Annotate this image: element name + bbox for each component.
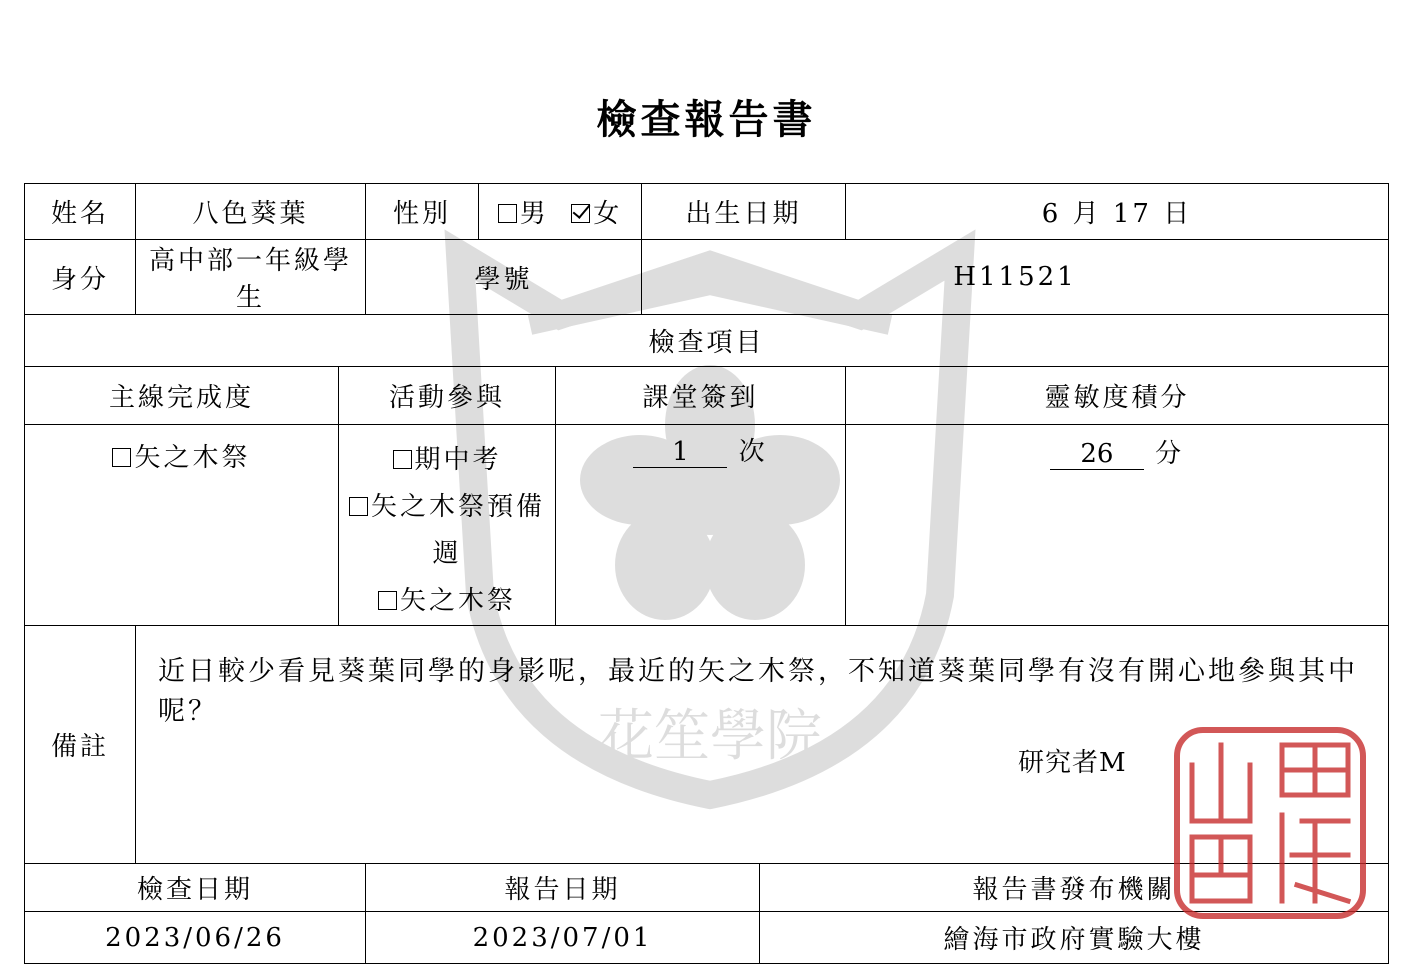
notes-label: 備註	[25, 626, 136, 864]
activity-checkbox[interactable]	[393, 450, 412, 469]
mainline-checkbox[interactable]	[112, 448, 131, 467]
official-seal-stamp	[1172, 725, 1368, 921]
male-label: 男	[519, 199, 549, 229]
student-id-label: 學號	[366, 240, 642, 315]
activity-cell	[339, 425, 556, 626]
row-check-values	[25, 425, 1389, 626]
issuer-value: 繪海市政府實驗大樓	[760, 912, 1389, 964]
identity-label: 身分	[25, 240, 136, 315]
header-mainline: 主線完成度	[25, 367, 339, 425]
check-section-title: 檢查項目	[25, 315, 1389, 367]
activity-item: 矢之木祭	[378, 578, 516, 625]
attendance-unit: 次	[738, 437, 768, 467]
activity-checkbox[interactable]	[378, 591, 397, 610]
student-id-value: H11521	[642, 240, 1389, 315]
birth-day: 17	[1112, 199, 1152, 229]
birth-month-unit: 月	[1072, 199, 1102, 229]
watermark-text: 花笙學院	[598, 704, 822, 769]
name-value: 八色葵葉	[136, 184, 366, 240]
gender-label: 性別	[366, 184, 479, 240]
birth-month: 6	[1041, 199, 1062, 229]
activity-item: 矢之木祭預備週	[339, 484, 555, 578]
attendance-cell	[556, 425, 846, 626]
report-date-label: 報告日期	[366, 864, 760, 912]
document-title: 檢查報告書	[596, 96, 817, 143]
notes-text: 近日較少看見葵葉同學的身影呢，最近的矢之木祭，不知道葵葉同學有沒有開心地參與其中呢？	[158, 656, 1358, 727]
row-check-headers	[25, 367, 1389, 425]
attendance-value: 1	[633, 437, 727, 468]
check-date-value: 2023/06/26	[25, 912, 366, 964]
birth-label: 出生日期	[642, 184, 846, 240]
score-unit: 分	[1155, 439, 1185, 469]
female-checkbox-checked[interactable]	[571, 204, 590, 223]
header-attendance: 課堂簽到	[556, 367, 846, 425]
score-value: 26	[1050, 439, 1144, 470]
name-label: 姓名	[25, 184, 136, 240]
gender-options	[479, 184, 642, 240]
issuer-label: 報告書發布機關	[760, 864, 1389, 912]
activity-item: 期中考	[393, 437, 502, 484]
row-basic-2	[25, 240, 1389, 315]
row-basic-1	[25, 184, 1389, 240]
mainline-item: 矢之木祭	[112, 437, 250, 474]
mainline-cell	[25, 425, 339, 626]
score-cell	[846, 425, 1389, 626]
identity-value: 高中部一年級學生	[136, 240, 366, 315]
header-activity: 活動參與	[339, 367, 556, 425]
male-checkbox[interactable]	[498, 204, 517, 223]
signer: 研究者M	[1018, 748, 1127, 778]
female-label: 女	[593, 199, 623, 229]
report-date-value: 2023/07/01	[366, 912, 760, 964]
birth-value	[846, 184, 1389, 240]
birth-day-unit: 日	[1163, 199, 1193, 229]
row-section-title	[25, 315, 1389, 367]
check-date-label: 檢查日期	[25, 864, 366, 912]
header-score: 靈敏度積分	[846, 367, 1389, 425]
activity-checkbox[interactable]	[349, 497, 368, 516]
